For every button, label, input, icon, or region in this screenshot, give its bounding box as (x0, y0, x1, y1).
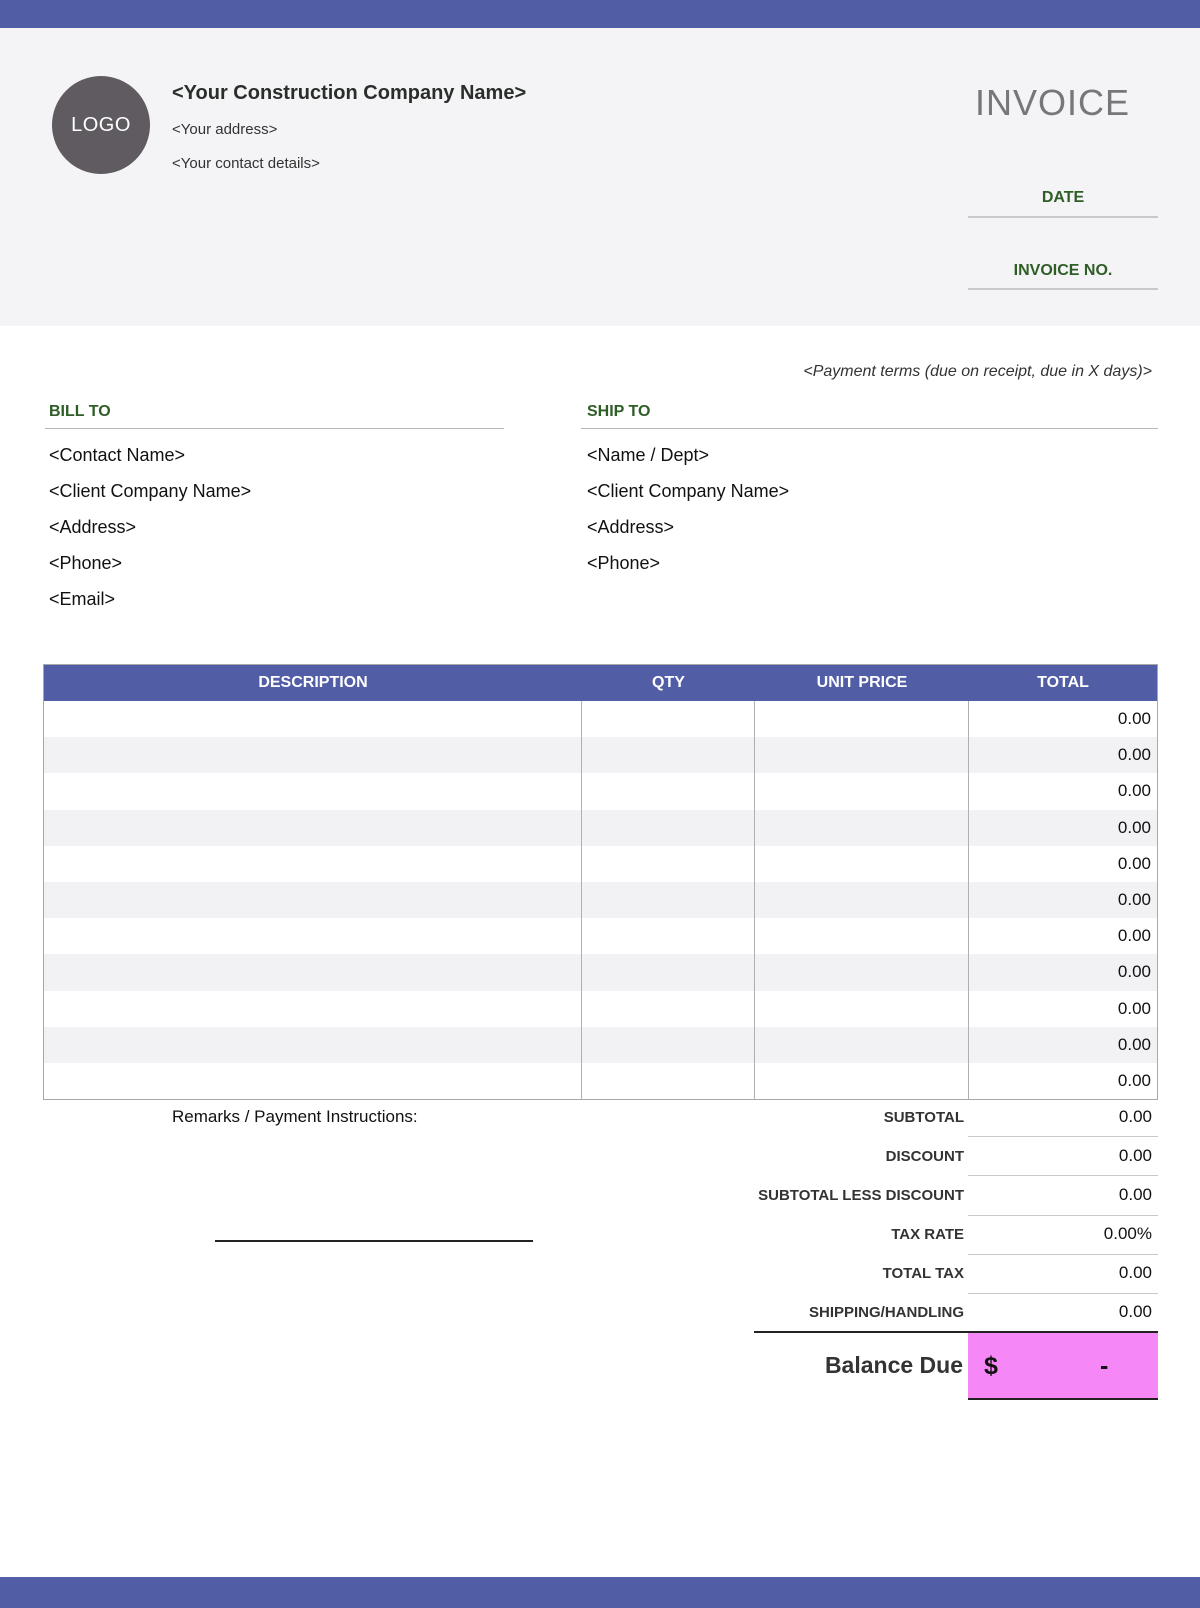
total-tax-value: 0.00 (1118, 1263, 1152, 1282)
shipping-value[interactable]: 0.00 (1118, 1302, 1152, 1321)
total-cell: 0.00 (1117, 1070, 1151, 1090)
description-cell[interactable] (44, 810, 582, 846)
description-cell[interactable] (44, 991, 582, 1027)
subtotal-label: SUBTOTAL (883, 1109, 964, 1126)
subtotal-less-discount-label: SUBTOTAL LESS DISCOUNT (758, 1187, 964, 1204)
invoice-header (0, 28, 1200, 326)
invoice-title: INVOICE (974, 82, 1131, 123)
total-cell: 0.00 (1117, 745, 1151, 765)
unit-price-cell[interactable] (755, 737, 969, 773)
remarks-label: Remarks / Payment Instructions: (172, 1107, 418, 1126)
table-row (44, 846, 1157, 882)
unit-price-cell[interactable] (755, 810, 969, 846)
items-table-header (44, 665, 1157, 701)
table-row (44, 1027, 1157, 1063)
unit-price-cell[interactable] (755, 773, 969, 809)
balance-due-value: - (1100, 1352, 1109, 1380)
qty-cell[interactable] (582, 810, 755, 846)
total-tax-divider (968, 1293, 1158, 1294)
subtotal-less-discount-divider (968, 1215, 1158, 1216)
header-total: TOTAL (1037, 674, 1089, 691)
qty-cell[interactable] (582, 846, 755, 882)
ship-to-label: SHIP TO (587, 403, 651, 420)
table-row (44, 882, 1157, 918)
bill-to-company[interactable]: <Client Company Name> (49, 481, 252, 501)
company-name[interactable]: <Your Construction Company Name> (172, 82, 527, 104)
tax-rate-value[interactable]: 0.00% (1103, 1224, 1152, 1243)
table-row (44, 737, 1157, 773)
total-cell: 0.00 (1117, 890, 1151, 910)
top-accent-band (0, 0, 1200, 28)
table-row (44, 918, 1157, 954)
header-unit-price: UNIT PRICE (816, 674, 908, 691)
qty-cell[interactable] (582, 701, 755, 737)
unit-price-cell[interactable] (755, 1027, 969, 1063)
description-cell[interactable] (44, 1027, 582, 1063)
bill-to-divider (45, 428, 504, 429)
company-address[interactable]: <Your address> (172, 121, 278, 138)
qty-cell[interactable] (582, 1063, 755, 1099)
remarks-signature-line[interactable] (215, 1240, 533, 1242)
total-cell: 0.00 (1117, 853, 1151, 873)
unit-price-cell[interactable] (755, 701, 969, 737)
description-cell[interactable] (44, 846, 582, 882)
header-description: DESCRIPTION (258, 674, 368, 691)
bill-to-contact-name[interactable]: <Contact Name> (49, 445, 186, 465)
items-table (43, 664, 1158, 1100)
qty-cell[interactable] (582, 1027, 755, 1063)
qty-cell[interactable] (582, 918, 755, 954)
invoice-number-label: INVOICE NO. (1013, 262, 1113, 279)
qty-cell[interactable] (582, 737, 755, 773)
description-cell[interactable] (44, 918, 582, 954)
qty-cell[interactable] (582, 882, 755, 918)
balance-currency: $ (984, 1352, 998, 1380)
total-cell: 0.00 (1117, 817, 1151, 837)
total-tax-label: TOTAL TAX (882, 1265, 964, 1282)
discount-label: DISCOUNT (885, 1148, 964, 1165)
unit-price-cell[interactable] (755, 882, 969, 918)
ship-to-company[interactable]: <Client Company Name> (587, 481, 790, 501)
table-row (44, 991, 1157, 1027)
description-cell[interactable] (44, 882, 582, 918)
date-label: DATE (1041, 189, 1085, 206)
tax-rate-divider (968, 1254, 1158, 1255)
ship-to-name[interactable]: <Name / Dept> (587, 445, 710, 465)
table-row (44, 701, 1157, 737)
bill-to-label: BILL TO (49, 403, 111, 420)
company-logo: LOGO (52, 76, 150, 174)
invoice-number-field[interactable] (968, 288, 1158, 290)
qty-cell[interactable] (582, 954, 755, 990)
unit-price-cell[interactable] (755, 846, 969, 882)
table-row (44, 1063, 1157, 1099)
total-cell: 0.00 (1117, 926, 1151, 946)
unit-price-cell[interactable] (755, 918, 969, 954)
balance-due-box (968, 1333, 1158, 1400)
table-row (44, 810, 1157, 846)
date-field[interactable] (968, 216, 1158, 218)
discount-value[interactable]: 0.00 (1118, 1146, 1152, 1165)
total-cell: 0.00 (1117, 781, 1151, 801)
description-cell[interactable] (44, 954, 582, 990)
shipping-label: SHIPPING/HANDLING (808, 1304, 964, 1321)
bill-to-address[interactable]: <Address> (49, 517, 137, 537)
subtotal-value: 0.00 (1118, 1107, 1152, 1126)
bill-to-phone[interactable]: <Phone> (49, 553, 123, 573)
description-cell[interactable] (44, 737, 582, 773)
description-cell[interactable] (44, 1063, 582, 1099)
ship-to-divider (581, 428, 1158, 429)
unit-price-cell[interactable] (755, 991, 969, 1027)
subtotal-divider (968, 1136, 1158, 1137)
description-cell[interactable] (44, 773, 582, 809)
company-contact[interactable]: <Your contact details> (172, 155, 320, 172)
table-row (44, 954, 1157, 990)
total-cell: 0.00 (1117, 998, 1151, 1018)
subtotal-less-discount-value: 0.00 (1118, 1185, 1152, 1204)
balance-due-label: Balance Due (824, 1352, 963, 1378)
unit-price-cell[interactable] (755, 954, 969, 990)
total-cell: 0.00 (1117, 709, 1151, 729)
bottom-accent-band (0, 1577, 1200, 1608)
unit-price-cell[interactable] (755, 1063, 969, 1099)
tax-rate-label: TAX RATE (891, 1226, 964, 1243)
ship-to-address[interactable]: <Address> (587, 517, 675, 537)
ship-to-phone[interactable]: <Phone> (587, 553, 661, 573)
qty-cell[interactable] (582, 991, 755, 1027)
header-qty: QTY (652, 674, 685, 691)
table-row (44, 773, 1157, 809)
total-cell: 0.00 (1117, 962, 1151, 982)
qty-cell[interactable] (582, 773, 755, 809)
total-cell: 0.00 (1117, 1034, 1151, 1054)
bill-to-email[interactable]: <Email> (49, 589, 116, 609)
discount-divider (968, 1175, 1158, 1176)
payment-terms[interactable]: <Payment terms (due on receipt, due in X days)> (803, 363, 1152, 380)
description-cell[interactable] (44, 701, 582, 737)
